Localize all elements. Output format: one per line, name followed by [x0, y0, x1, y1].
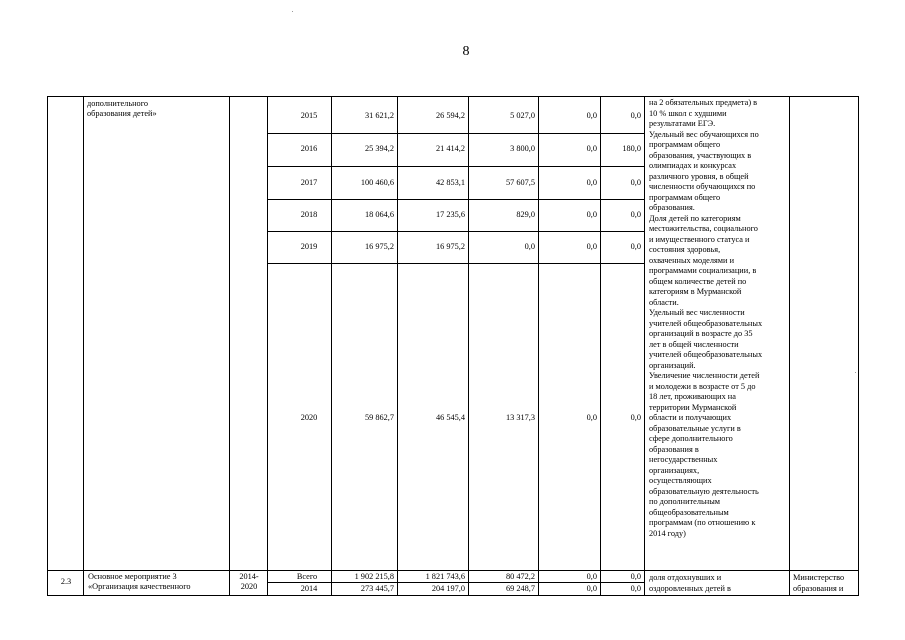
col-divider	[331, 96, 332, 596]
regional-cell: 21 414,2	[435, 144, 465, 153]
year-cell: 2019	[300, 242, 318, 251]
other-cell: 0,0	[630, 178, 641, 187]
row-divider	[267, 199, 644, 200]
col-divider	[600, 96, 601, 596]
federal-cell: 80 472,2	[505, 572, 535, 581]
other-cell: 0,0	[630, 584, 641, 593]
year-cell: 2015	[300, 111, 318, 120]
other-cell: 0,0	[630, 242, 641, 251]
regional-cell: 1 821 743,6	[425, 572, 465, 581]
event-number-cell: 2.3	[60, 577, 72, 586]
federal-cell: 5 027,0	[510, 111, 535, 120]
table-border-top	[47, 96, 859, 97]
federal-cell: 0,0	[524, 242, 535, 251]
regional-cell: 204 197,0	[431, 584, 465, 593]
section-divider	[47, 570, 859, 571]
row-divider	[267, 231, 644, 232]
executor-cell: Министерство образования и	[793, 573, 845, 593]
federal-cell: 13 317,3	[505, 413, 535, 422]
federal-cell: 829,0	[516, 210, 535, 219]
local-cell: 0,0	[586, 111, 597, 120]
federal-cell: 57 607,5	[505, 178, 535, 187]
regional-cell: 26 594,2	[435, 111, 465, 120]
year-cell: 2017	[300, 178, 318, 187]
year-cell: 2018	[300, 210, 318, 219]
federal-cell: 3 800,0	[510, 144, 535, 153]
col-divider	[397, 96, 398, 596]
federal-cell: 69 248,7	[505, 584, 535, 593]
table-border-bottom	[47, 595, 859, 596]
local-cell: 0,0	[586, 572, 597, 581]
year-cell: 2020	[300, 413, 318, 422]
local-cell: 0,0	[586, 242, 597, 251]
regional-cell: 42 853,1	[435, 178, 465, 187]
total-cell: 16 975,2	[364, 242, 394, 251]
total-cell: 59 862,7	[364, 413, 394, 422]
other-cell: 0,0	[630, 111, 641, 120]
col-divider	[229, 96, 230, 596]
row-divider	[267, 582, 644, 583]
row-divider	[267, 133, 644, 134]
regional-cell: 17 235,6	[435, 210, 465, 219]
event-name-cell: дополнительного образования детей»	[87, 99, 157, 118]
col-divider	[468, 96, 469, 596]
program-table	[47, 96, 859, 596]
local-cell: 0,0	[586, 210, 597, 219]
regional-cell: 16 975,2	[435, 242, 465, 251]
page-number: 8	[462, 44, 470, 59]
total-cell: 1 902 215,8	[354, 572, 394, 581]
row-divider	[267, 263, 644, 264]
year-cell: Всего	[296, 572, 318, 581]
col-divider	[789, 96, 790, 596]
indicators-cell: на 2 обязательных предмета) в 10 % школ с худшими результатами ЕГЭ. Удельный вес обучающихся по программам общего образования, участвующих в олимпиадах и конкурсах различного уровня, в общей численности обучающихся по программам общего образования. Доля детей по категориям местожительства, социального и имущественного статуса и состояния здоровья, охваченных моделями и программами социализации, в общем количестве детей по категориям в Мурманской области. Удельный вес численности учителей общеобразовательных организаций в возрасте до 35 лет в общей численности учителей общеобразовательных организаций. Увеличение численности детей и молодежи в возрасте от 5 до 18 лет, проживающих на территории Мурманской области и получающих образовательные услуги в сфере дополнительного образования в негосударственных организациях, осуществляющих образовательную деятельность по дополнительным общеобразовательным программам (по отношению к 2014 году)	[649, 98, 763, 538]
local-cell: 0,0	[586, 413, 597, 422]
scan-speck	[292, 11, 293, 12]
table-border-right	[858, 96, 859, 596]
col-divider	[83, 96, 84, 596]
event-name-cell: Основное мероприятие 3 «Организация качественного	[88, 572, 191, 591]
other-cell: 0,0	[630, 210, 641, 219]
total-cell: 18 064,6	[364, 210, 394, 219]
local-cell: 0,0	[586, 584, 597, 593]
regional-cell: 46 545,4	[435, 413, 465, 422]
indicators-cell: доля отдохнувших и оздоровленных детей в	[649, 573, 731, 593]
total-cell: 25 394,2	[364, 144, 394, 153]
total-cell: 31 621,2	[364, 111, 394, 120]
other-cell: 180,0	[622, 144, 641, 153]
total-cell: 100 460,6	[360, 178, 394, 187]
row-divider	[267, 166, 644, 167]
local-cell: 0,0	[586, 144, 597, 153]
col-divider	[644, 96, 645, 596]
year-cell: 2014	[300, 584, 318, 593]
table-border-left	[47, 96, 48, 596]
total-cell: 273 445,7	[360, 584, 394, 593]
local-cell: 0,0	[586, 178, 597, 187]
year-cell: 2016	[300, 144, 318, 153]
col-divider	[538, 96, 539, 596]
other-cell: 0,0	[630, 572, 641, 581]
other-cell: 0,0	[630, 413, 641, 422]
col-divider	[267, 96, 268, 596]
period-cell: 2014- 2020	[239, 572, 259, 591]
